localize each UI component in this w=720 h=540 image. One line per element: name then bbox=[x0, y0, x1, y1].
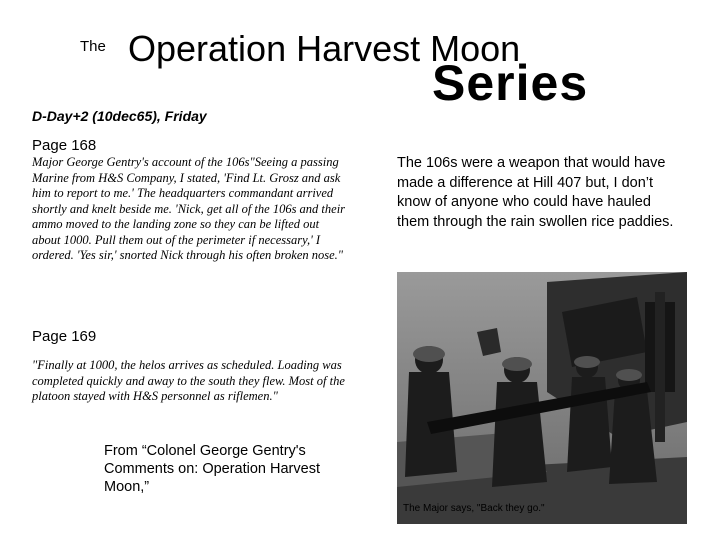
commentary-text: The 106s were a weapon that would have made a difference at Hill 407 but, I don’t know of anyone who could have hauled them through the rain swollen rice paddies. bbox=[397, 155, 674, 230]
page-168-quote: Major George Gentry's account of the 106s"Seeing a passing Marine from H&S Company, I stated, 'Find Lt. Grosz and ask him to report to me.' The headquarters commandant arrived shortly and knelt beside me. 'Nick, get all of the 106s and their ammo moved to the landing zone so they can be lifted out about 1000. Pull them out of the perimeter if necessary,' I ordered. 'Yes sir,' snorted Nick through his often broken nose." bbox=[32, 155, 346, 262]
page-168-label: Page 168 bbox=[32, 137, 97, 154]
page-title: Operation Harvest Moon bbox=[128, 28, 521, 69]
photo-illustration bbox=[397, 272, 687, 524]
page-169-label: Page 169 bbox=[32, 328, 97, 345]
series-heading: Series bbox=[432, 55, 589, 111]
date-line: D-Day+2 (10dec65), Friday bbox=[32, 108, 207, 124]
source-citation: From “Colonel George Gentry's Comments on: Operation Harvest Moon,” bbox=[104, 443, 320, 495]
photo-caption: The Major says, "Back they go." bbox=[403, 503, 545, 514]
helicopter-loading-photo bbox=[397, 272, 687, 524]
title-prefix: The bbox=[80, 38, 106, 55]
page-169-quote: "Finally at 1000, the helos arrives as scheduled. Loading was completed quickly and away to the south they flew. Most of the platoon stayed with H&S personnel as riflemen." bbox=[32, 358, 345, 403]
